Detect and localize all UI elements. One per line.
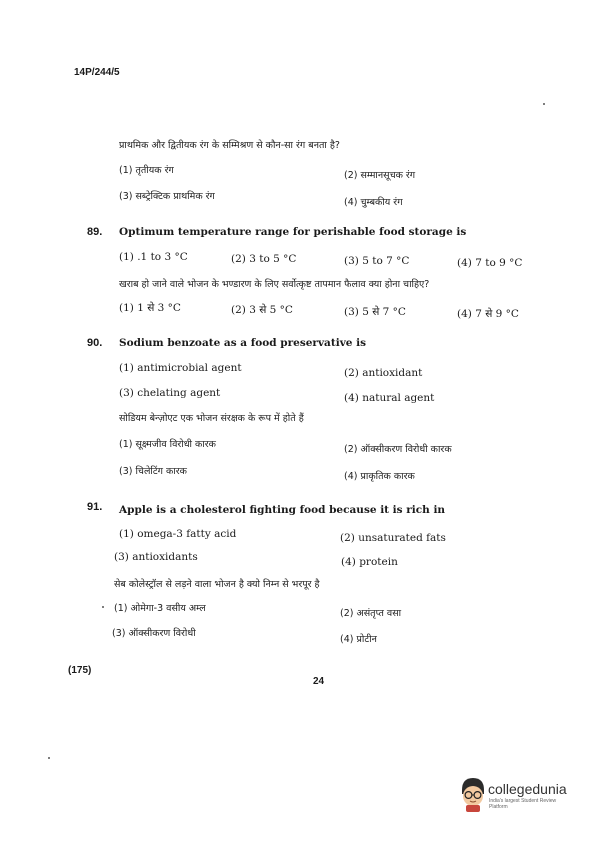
q89-option-2-en: (2) 3 to 5 °C (231, 253, 297, 265)
q90-option-1-en: (1) antimicrobial agent (119, 362, 242, 374)
question-91-text-hi: सेब कोलेस्ट्रॉल से लड़ने वाला भोजन है क्यो निम्न से भरपूर है (114, 579, 320, 590)
q91-option-2-hi: (2) असंतृप्त वसा (340, 608, 402, 619)
q90-option-2-en: (2) antioxidant (344, 367, 423, 379)
question-89-text-hi: खराब हो जाने वाले भोजन के भण्डारण के लिए सर्वोत्कृष्ट तापमान फैलाव क्या होना चाहिए? (119, 279, 430, 290)
q90-option-2-hi: (2) ऑक्सीकरण विरोधी कारक (344, 444, 452, 455)
question-89-text-en: Optimum temperature range for perishable food storage is (119, 226, 467, 238)
question-89-number: 89. (87, 226, 103, 238)
q90-option-3-hi: (3) चिलेटिंग कारक (119, 466, 187, 477)
collegedunia-logo (458, 776, 570, 816)
scan-mark (543, 103, 545, 105)
paper-code: 14P/244/5 (74, 67, 120, 78)
question-91-text-en: Apple is a cholesterol fighting food because it is rich in (119, 504, 446, 516)
q90-option-1-hi: (1) सूक्ष्मजीव विरोधी कारक (119, 439, 216, 450)
q89-option-2-hi: (2) 3 से 5 °C (231, 304, 293, 316)
scan-mark (48, 757, 50, 759)
q89-option-4-hi: (4) 7 से 9 °C (457, 308, 519, 320)
scan-mark (102, 606, 104, 608)
mascot-icon (458, 776, 488, 812)
q88-option-4-hi: (4) चुम्बकीय रंग (344, 197, 403, 208)
q91-option-2-en: (2) unsaturated fats (340, 532, 446, 544)
q90-option-4-en: (4) natural agent (344, 392, 435, 404)
q91-option-1-hi: (1) ओमेगा-3 वसीय अम्ल (114, 603, 206, 614)
page-number: 24 (313, 676, 325, 687)
q91-option-3-en: (3) antioxidants (114, 551, 198, 563)
q88-option-2-hi: (2) सम्मानसूचक रंग (344, 170, 416, 181)
q88-option-3-hi: (3) सब्ट्रेक्टिक प्राथमिक रंग (119, 191, 215, 202)
question-90-text-hi: सोडियम बेन्ज़ोएट एक भोजन संरक्षक के रूप में होते हैं (119, 413, 304, 424)
footer-code: (175) (68, 665, 92, 676)
q91-option-4-hi: (4) प्रोटीन (340, 634, 377, 645)
q89-option-4-en: (4) 7 to 9 °C (457, 257, 523, 269)
q89-option-1-hi: (1) 1 से 3 °C (119, 302, 181, 314)
q88-option-1-hi: (1) तृतीयक रंग (119, 165, 174, 176)
q90-option-4-hi: (4) प्राकृतिक कारक (344, 471, 415, 482)
q89-option-3-en: (3) 5 to 7 °C (344, 255, 410, 267)
q89-option-1-en: (1) .1 to 3 °C (119, 251, 188, 263)
q91-option-1-en: (1) omega-3 fatty acid (119, 528, 237, 540)
question-90-number: 90. (87, 337, 103, 349)
q91-option-4-en: (4) protein (341, 556, 398, 568)
q90-option-3-en: (3) chelating agent (119, 387, 221, 399)
question-91-number: 91. (87, 501, 103, 513)
q91-option-3-hi: (3) ऑक्सीकरण विरोधी (112, 628, 196, 639)
logo-tagline: India's largest Student Review Platform (489, 798, 557, 810)
question-88-text-hi: प्राथमिक और द्वितीयक रंग के सम्मिश्रण से कौन-सा रंग बनता है? (119, 140, 340, 151)
logo-wordmark: collegedunia (488, 781, 567, 797)
q89-option-3-hi: (3) 5 से 7 °C (344, 306, 406, 318)
question-90-text-en: Sodium benzoate as a food preservative is (119, 337, 367, 349)
